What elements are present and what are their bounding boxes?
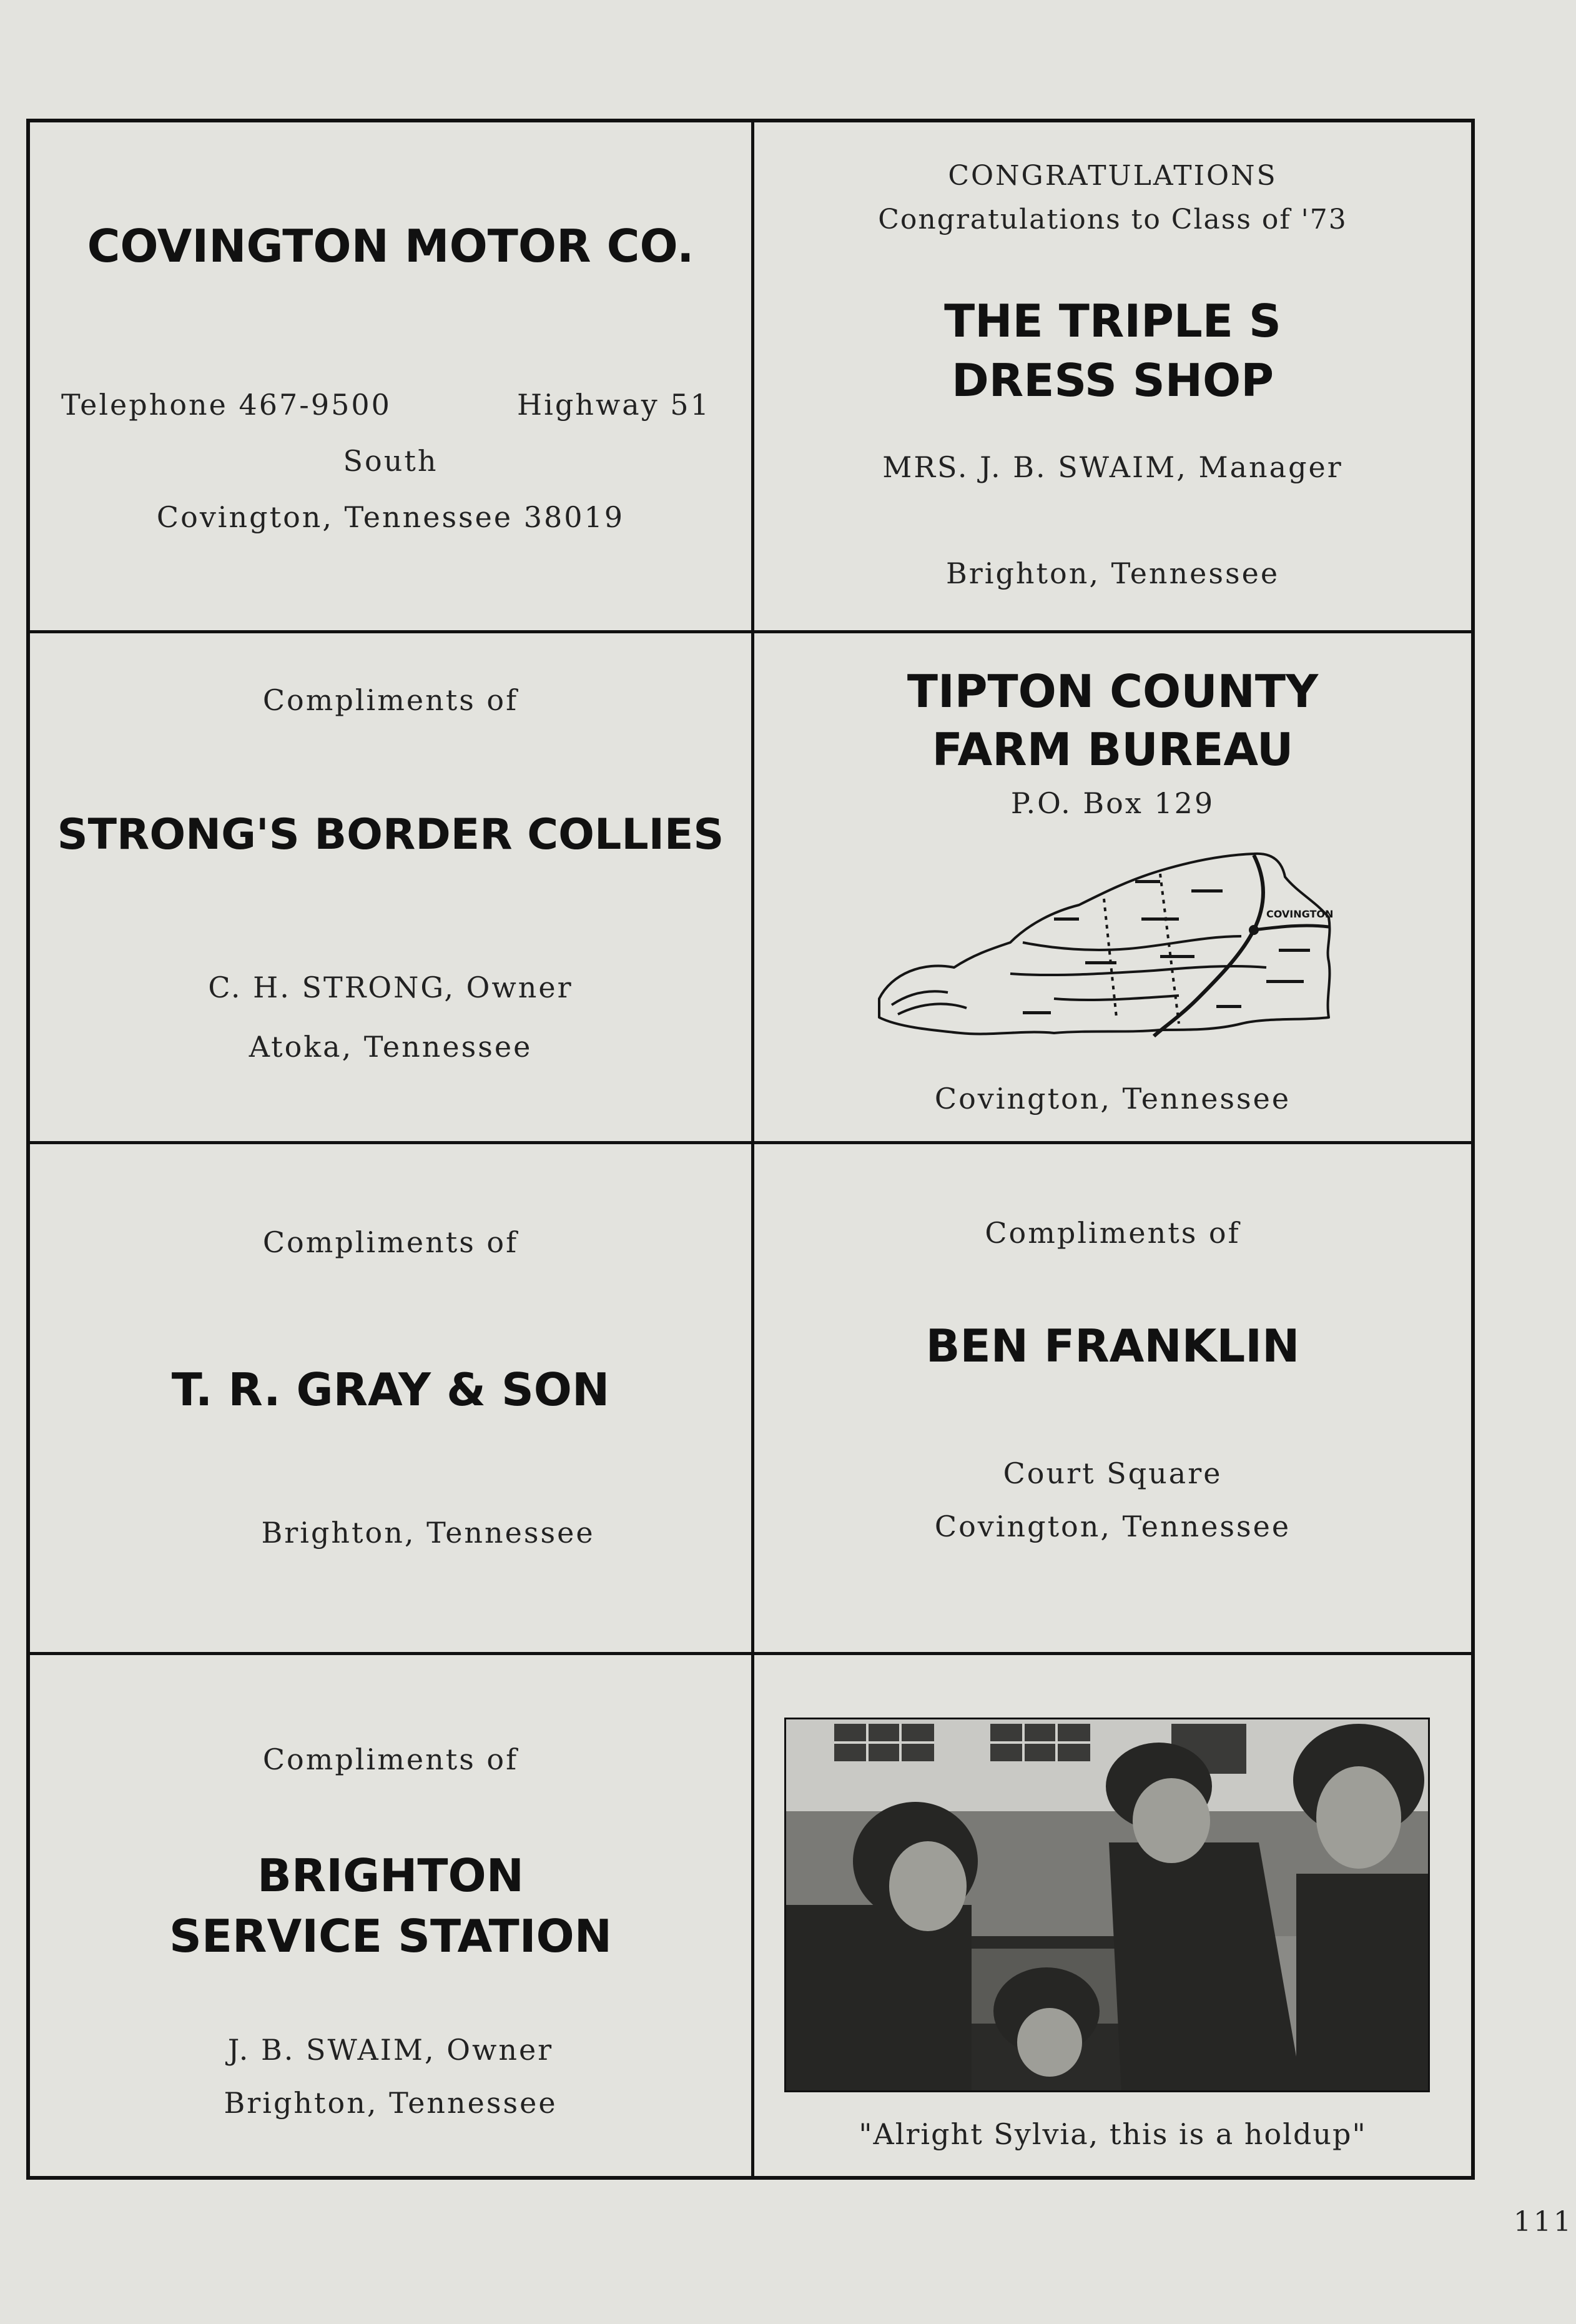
ad-heading: CONGRATULATIONS: [948, 160, 1278, 192]
ad-title-line2: SERVICE STATION: [169, 1910, 612, 1962]
photo-cell: [754, 1655, 1471, 2176]
ad-grid: [26, 119, 1475, 2180]
ad-title: COVINGTON MOTOR CO.: [87, 220, 694, 272]
ad-telephone: Telephone 467-9500: [61, 388, 392, 422]
county-map-svg: [867, 843, 1341, 1042]
photo-caption: "Alright Sylvia, this is a holdup": [859, 2117, 1367, 2151]
ad-title-line2: DRESS SHOP: [951, 354, 1274, 407]
ad-compliments: Compliments of: [262, 683, 519, 717]
ad-city: Covington, Tennessee 38019: [156, 500, 625, 534]
ad-title-line1: THE TRIPLE S: [944, 295, 1281, 347]
ad-owner: C. H. STRONG, Owner: [208, 971, 573, 1004]
ad-city: Covington, Tennessee: [934, 1510, 1291, 1543]
ad-compliments: Compliments of: [262, 1225, 519, 1259]
ad-compliments: Compliments of: [985, 1216, 1241, 1250]
ad-city: Covington, Tennessee: [934, 1082, 1291, 1115]
ad-title: T. R. GRAY & SON: [171, 1363, 610, 1416]
ad-farm-bureau: [754, 633, 1471, 1144]
ad-po-box: P.O. Box 129: [1010, 786, 1215, 820]
page-number: 111: [1514, 2206, 1574, 2238]
group-photo-svg: [784, 1718, 1430, 2092]
ad-title-line1: TIPTON COUNTY: [907, 665, 1319, 718]
ad-title-line2: FARM BUREAU: [932, 723, 1294, 776]
ad-manager: MRS. J. B. SWAIM, Manager: [882, 450, 1343, 484]
county-map-illustration: [867, 843, 1341, 1042]
ad-title-line1: BRIGHTON: [257, 1849, 525, 1902]
ad-city: Brighton, Tennessee: [261, 1516, 595, 1550]
ad-covington-motor: [30, 122, 754, 633]
ad-owner: J. B. SWAIM, Owner: [227, 2033, 554, 2067]
ad-strongs-border-collies: [30, 633, 754, 1144]
ad-city: Atoka, Tennessee: [249, 1030, 533, 1064]
ad-subheading: Congratulations to Class of '73: [878, 204, 1347, 235]
group-photo: [784, 1718, 1430, 2092]
ad-brighton-service-station: [30, 1655, 754, 2176]
ad-gray-and-son: [30, 1144, 754, 1655]
ad-ben-franklin: [754, 1144, 1471, 1655]
ad-city: Brighton, Tennessee: [224, 2086, 558, 2120]
ad-title: STRONG'S BORDER COLLIES: [57, 810, 724, 859]
ad-address: Court Square: [1003, 1456, 1223, 1490]
ad-highway: Highway 51: [517, 388, 711, 422]
ad-triple-s: [754, 122, 1471, 633]
ad-south: South: [343, 444, 438, 478]
ad-compliments: Compliments of: [262, 1743, 519, 1776]
ad-title: BEN FRANKLIN: [925, 1320, 1300, 1372]
map-label-covington: COVINGTON: [1266, 908, 1334, 920]
ad-city: Brighton, Tennessee: [945, 556, 1280, 590]
